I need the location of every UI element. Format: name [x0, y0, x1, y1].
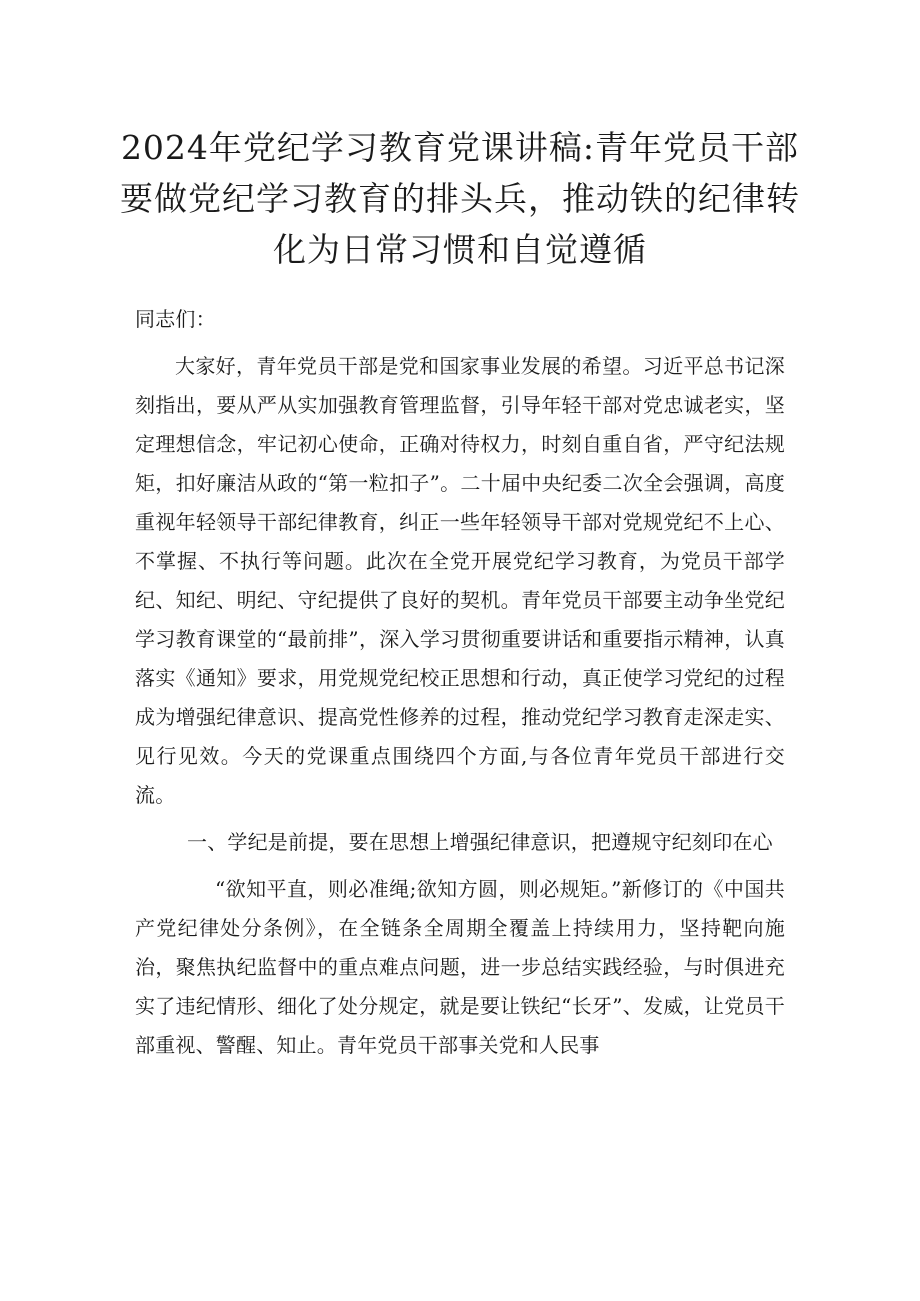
- section-heading-1: 一、学纪是前提，要在思想上增强纪律意识，把遵规守纪刻印在心: [187, 830, 773, 854]
- section-1-paragraph: “欲知平直，则必准绳;欲知方圆，则必规矩。”新修订的《中国共产党纪律处分条例》，在全链条全周期全覆盖上持续用力，坚持靶向施治，聚焦执纪监督中的重点难点问题，进一步总结实践经验，与时俱进充实了违纪情形、细化了处分规定，就是要让铁纪“长牙”、发威，让党员干部重视、警醒、知止。青年党员干部事关党和人民事: [135, 877, 785, 1057]
- document-title: 2024年党纪学习教育党课讲稿:青年党员干部要做党纪学习教育的排头兵，推动铁的纪律转化为日常习惯和自觉遵循: [120, 128, 800, 269]
- document-body: [135, 300, 785, 1065]
- salutation: 同志们：: [135, 307, 216, 331]
- intro-paragraph: 大家好，青年党员干部是党和国家事业发展的希望。习近平总书记深刻指出，要从严从实加强教育管理监督，引导年轻干部对党忠诚老实，坚定理想信念，牢记初心使命，正确对待权力，时刻自重自省，严守纪法规矩，扣好廉洁从政的“第一粒扣子”。二十届中央纪委二次全会强调，高度重视年轻领导干部纪律教育，纠正一些年轻领导干部对党规党纪不上心、不掌握、不执行等问题。此次在全党开展党纪学习教育，为党员干部学纪、知纪、明纪、守纪提供了良好的契机。青年党员干部要主动争坐党纪学习教育课堂的“最前排”，深入学习贯彻重要讲话和重要指示精神，认真落实《通知》要求，用党规党纪校正思想和行动，真正使学习党纪的过程成为增强纪律意识、提高党性修养的过程，推动党纪学习教育走深走实、见行见效。今天的党课重点围绕四个方面,与各位青年党员干部进行交流。: [135, 354, 785, 807]
